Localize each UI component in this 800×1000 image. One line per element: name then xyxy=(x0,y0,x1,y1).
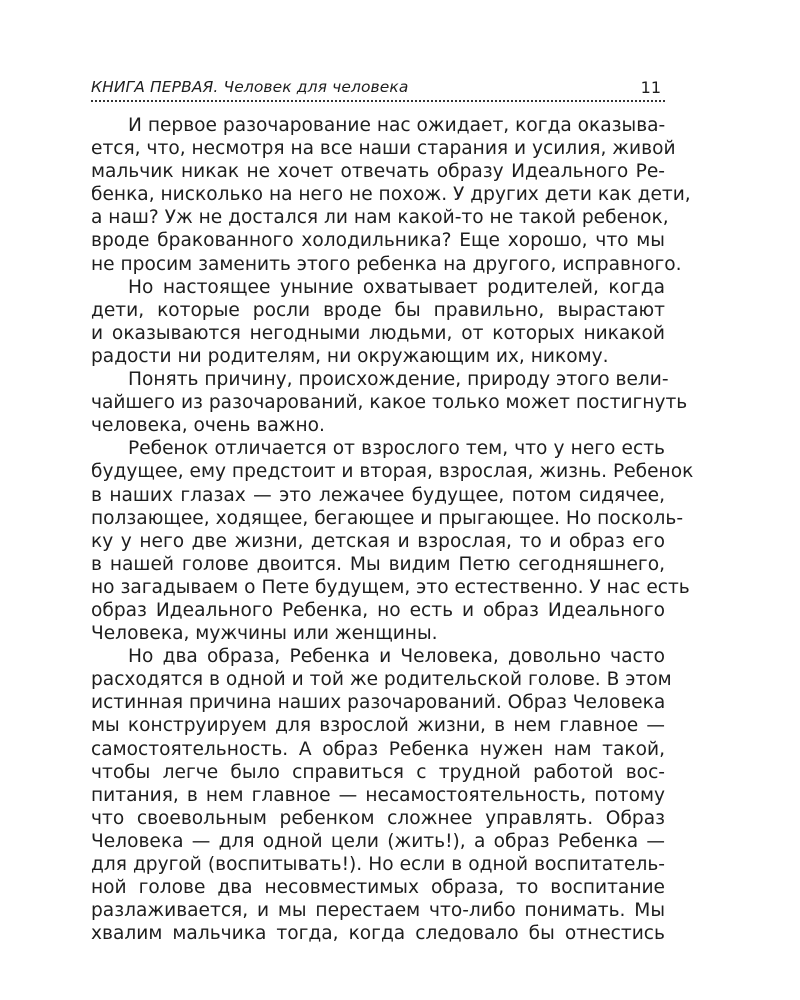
text-line: но загадываем о Пете будущем, это естественно. У нас есть xyxy=(91,576,690,598)
text-line: самостоятельность. А образ Ребенка нужен нам такой, xyxy=(91,738,665,760)
text-line: Ребенок отличается от взрослого тем, что у него есть xyxy=(128,438,665,460)
text-line: и оказываются негодными людьми, от которых никакой xyxy=(91,322,665,344)
text-line: дети, которые росли вроде бы правильно, вырастают xyxy=(91,299,665,321)
text-line: что своевольным ребенком сложнее управлять. Образ xyxy=(91,807,665,829)
text-line: ку у него две жизни, детская и взрослая, то и образ его xyxy=(91,530,665,552)
text-line: питания, в нем главное — несамостоятельность, потому xyxy=(91,784,665,806)
text-line: Но два образа, Ребенка и Человека, довольно часто xyxy=(128,646,665,668)
text-line: а наш? Уж не достался ли нам какой-то не такой ребенок, xyxy=(91,207,669,229)
text-line: образ Идеального Ребенка, но есть и образ Идеального xyxy=(91,599,665,621)
text-line: бенка, нисколько на него не похож. У других дети как дети, xyxy=(91,184,691,206)
body-text xyxy=(91,114,694,945)
running-title: КНИГА ПЕРВАЯ. Человек для человека xyxy=(91,78,409,96)
text-line: истинная причина наших разочарований. Образ Человека xyxy=(91,692,666,714)
text-line: хвалим мальчика тогда, когда следовало бы отнестись xyxy=(91,923,665,945)
paragraph-2 xyxy=(91,276,665,368)
text-line: в нашей голове двоится. Мы видим Петю сегодняшнего, xyxy=(91,553,665,575)
text-line: радости ни родителям, ни окружающим их, никому. xyxy=(91,345,609,367)
text-line: мальчик никак не хочет отвечать образу Идеального Ре- xyxy=(91,161,665,183)
text-line: в наших глазах — это лежачее будущее, потом сидячее, xyxy=(91,484,665,506)
text-line: мы конструируем для взрослой жизни, в нем главное — xyxy=(91,715,665,737)
text-line: человека, очень важно. xyxy=(91,415,325,437)
text-line: Человека, мужчины или женщины. xyxy=(91,623,438,645)
text-line: чайшего из разочарований, какое только может постигнуть xyxy=(91,392,688,414)
text-line: ется, что, несмотря на все наши старания и усилия, живой xyxy=(91,138,676,160)
text-line: чтобы легче было справиться с трудной работой вос- xyxy=(91,761,665,783)
page-number: 11 xyxy=(640,78,661,97)
text-line: будущее, ему предстоит и вторая, взрослая, жизнь. Ребенок xyxy=(91,461,694,483)
paragraph-1 xyxy=(91,114,691,276)
text-line: не просим заменить этого ребенка на другого, исправного. xyxy=(91,253,682,275)
text-line: Но настоящее уныние охватывает родителей, когда xyxy=(128,276,665,298)
text-line: для другой (воспитывать!). Но если в одной воспитатель- xyxy=(91,854,665,875)
running-header xyxy=(91,76,665,102)
paragraph-4 xyxy=(91,437,694,645)
text-line: И первое разочарование нас ожидает, когда оказыва- xyxy=(128,115,666,136)
text-line: расходятся в одной и той же родительской голове. В этом xyxy=(91,669,672,691)
paragraph-3 xyxy=(91,368,688,437)
text-line: вроде бракованного холодильника? Еще хорошо, что мы xyxy=(91,230,665,252)
paragraph-5 xyxy=(91,645,672,945)
text-line: Человека — для одной цели (жить!), а образ Ребенка — xyxy=(91,830,665,852)
text-line: ной голове два несовместимых образа, то воспитание xyxy=(91,877,665,899)
text-line: ползающее, ходящее, бегающее и прыгающее. Но посколь- xyxy=(91,507,684,529)
text-line: Понять причину, происхождение, природу этого вели- xyxy=(128,369,669,391)
text-line: разлаживается, и мы перестаем что-либо понимать. Мы xyxy=(91,900,665,922)
